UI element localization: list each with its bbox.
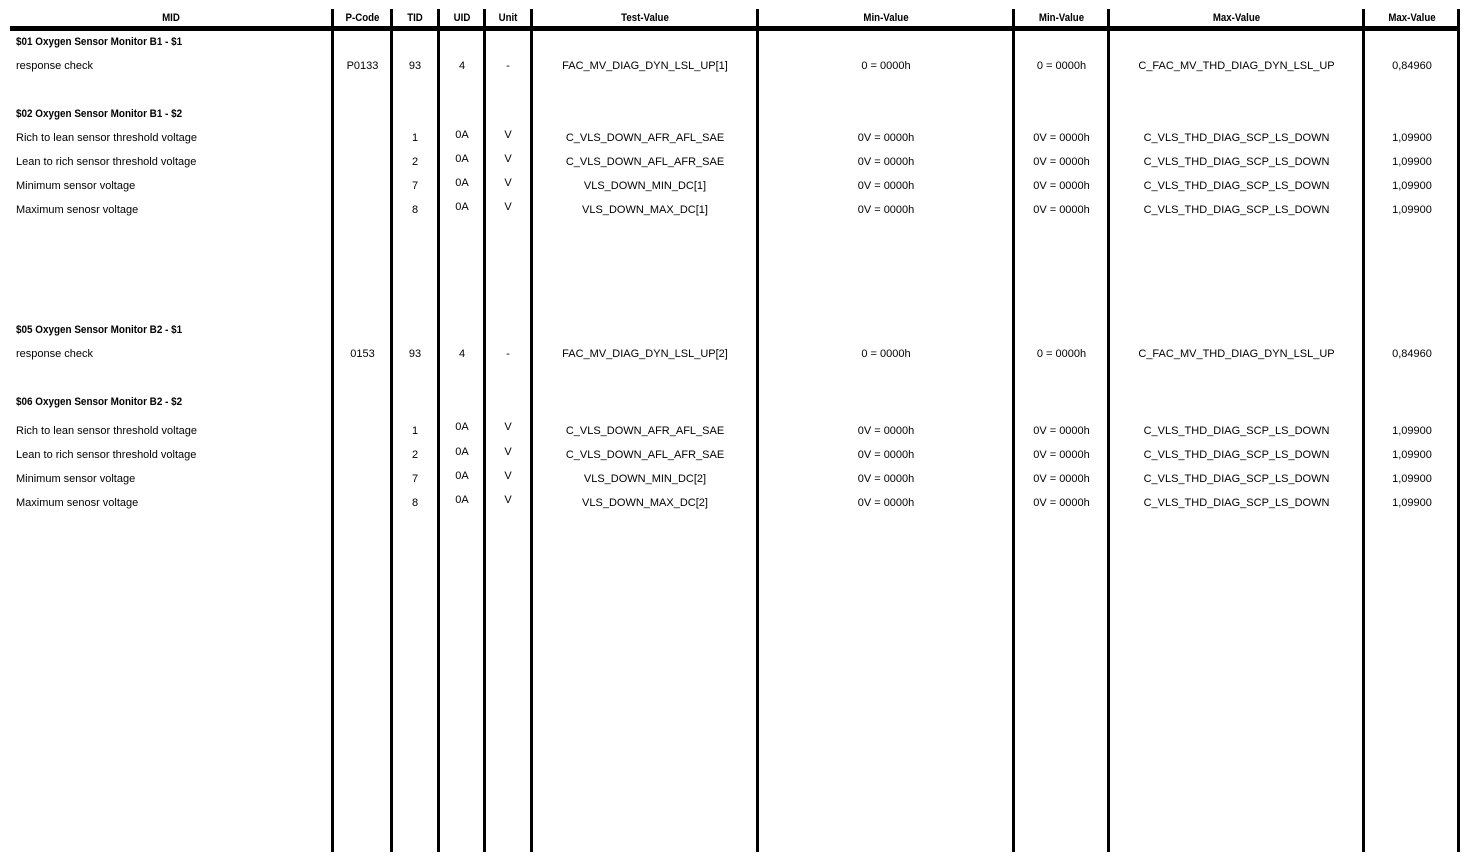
row-uid: 4: [458, 348, 466, 360]
row-unit: V: [504, 494, 512, 506]
column-divider: [437, 9, 440, 852]
row-label: Rich to lean sensor threshold voltage: [16, 132, 197, 144]
row-max-value-2: 1,09900: [1392, 132, 1432, 144]
row-min-value-2: 0V = 0000h: [1033, 180, 1090, 192]
column-divider: [756, 9, 759, 852]
row-test-value: VLS_DOWN_MIN_DC[2]: [583, 473, 707, 485]
row-min-value-1: 0V = 0000h: [857, 425, 915, 437]
row-label: Lean to rich sensor threshold voltage: [16, 156, 197, 168]
row-test-value: FAC_MV_DIAG_DYN_LSL_UP[1]: [562, 60, 728, 72]
row-unit: V: [504, 421, 512, 433]
row-max-value-1: C_VLS_THD_DIAG_SCP_LS_DOWN: [1143, 449, 1330, 461]
row-uid: 0A: [455, 494, 469, 506]
row-min-value-2: 0 = 0000h: [1036, 60, 1087, 72]
row-tid: 2: [411, 156, 419, 168]
header-unit: Unit: [498, 12, 518, 24]
row-label: response check: [16, 348, 94, 360]
column-divider: [390, 9, 393, 852]
column-divider: [1012, 9, 1015, 852]
row-min-value-2: 0V = 0000h: [1033, 204, 1090, 216]
row-tid: 8: [411, 497, 419, 509]
section-title: $05 Oxygen Sensor Monitor B2 - $1: [16, 324, 183, 336]
row-test-value: VLS_DOWN_MIN_DC[1]: [583, 180, 707, 192]
row-tid: 93: [408, 348, 422, 360]
row-label: Maximum senosr voltage: [16, 204, 139, 216]
row-max-value-1: C_VLS_THD_DIAG_SCP_LS_DOWN: [1143, 425, 1330, 437]
row-test-value: C_VLS_DOWN_AFL_AFR_SAE: [565, 156, 725, 168]
row-uid: 0A: [455, 201, 469, 213]
column-divider: [530, 9, 533, 852]
row-max-value-1: C_VLS_THD_DIAG_SCP_LS_DOWN: [1143, 132, 1330, 144]
column-divider: [1107, 9, 1110, 852]
column-divider: [1362, 9, 1365, 852]
row-tid: 8: [411, 204, 419, 216]
header-min-value-2: Min-Value: [1038, 12, 1085, 24]
row-unit: V: [504, 470, 512, 482]
row-test-value: C_VLS_DOWN_AFR_AFL_SAE: [565, 425, 725, 437]
section-title: $06 Oxygen Sensor Monitor B2 - $2: [16, 396, 183, 408]
row-min-value-2: 0V = 0000h: [1033, 497, 1090, 509]
row-min-value-1: 0V = 0000h: [857, 156, 915, 168]
section-title: $02 Oxygen Sensor Monitor B1 - $2: [16, 108, 183, 120]
row-tid: 1: [411, 132, 419, 144]
row-unit: -: [506, 348, 510, 360]
row-pcode: P0133: [346, 60, 379, 72]
header-divider: [10, 26, 1460, 31]
row-min-value-1: 0V = 0000h: [857, 204, 915, 216]
row-max-value-2: 1,09900: [1392, 204, 1432, 216]
row-label: Rich to lean sensor threshold voltage: [16, 425, 197, 437]
row-min-value-1: 0V = 0000h: [857, 132, 915, 144]
row-max-value-2: 1,09900: [1392, 473, 1432, 485]
row-uid: 0A: [455, 470, 469, 482]
header-tid: TID: [407, 12, 423, 24]
row-uid: 0A: [455, 129, 469, 141]
row-test-value: FAC_MV_DIAG_DYN_LSL_UP[2]: [562, 348, 728, 360]
row-unit: V: [504, 177, 512, 189]
row-min-value-1: 0V = 0000h: [857, 180, 915, 192]
row-tid: 7: [411, 180, 419, 192]
header-mid: MID: [162, 12, 180, 24]
row-test-value: VLS_DOWN_MAX_DC[1]: [582, 204, 708, 216]
row-min-value-2: 0V = 0000h: [1033, 156, 1090, 168]
row-max-value-2: 1,09900: [1392, 497, 1432, 509]
row-label: Minimum sensor voltage: [16, 473, 136, 485]
row-min-value-2: 0V = 0000h: [1033, 449, 1090, 461]
row-label: response check: [16, 60, 94, 72]
row-label: Lean to rich sensor threshold voltage: [16, 449, 197, 461]
row-test-value: C_VLS_DOWN_AFR_AFL_SAE: [565, 132, 725, 144]
row-unit: V: [504, 129, 512, 141]
header-test-value: Test-Value: [621, 12, 669, 24]
row-max-value-2: 1,09900: [1392, 449, 1432, 461]
section-title: $01 Oxygen Sensor Monitor B1 - $1: [16, 36, 183, 48]
row-min-value-2: 0V = 0000h: [1033, 425, 1090, 437]
row-unit: V: [504, 201, 512, 213]
row-unit: V: [504, 153, 512, 165]
row-uid: 0A: [455, 153, 469, 165]
column-divider: [331, 9, 334, 852]
row-max-value-1: C_FAC_MV_THD_DIAG_DYN_LSL_UP: [1138, 348, 1335, 360]
row-max-value-1: C_VLS_THD_DIAG_SCP_LS_DOWN: [1143, 204, 1330, 216]
row-tid: 93: [408, 60, 422, 72]
row-max-value-2: 1,09900: [1392, 425, 1432, 437]
row-uid: 0A: [455, 421, 469, 433]
row-max-value-1: C_VLS_THD_DIAG_SCP_LS_DOWN: [1143, 473, 1330, 485]
header-max-value-2: Max-Value: [1388, 12, 1436, 24]
row-tid: 1: [411, 425, 419, 437]
header-pcode: P-Code: [345, 12, 380, 24]
column-divider: [483, 9, 486, 852]
row-min-value-1: 0V = 0000h: [857, 473, 915, 485]
row-min-value-1: 0V = 0000h: [857, 449, 915, 461]
header-max-value-1: Max-Value: [1212, 12, 1261, 24]
header-uid: UID: [453, 12, 471, 24]
row-max-value-2: 0,84960: [1392, 348, 1432, 360]
row-max-value-2: 0,84960: [1392, 60, 1432, 72]
row-max-value-1: C_VLS_THD_DIAG_SCP_LS_DOWN: [1143, 497, 1330, 509]
row-label: Minimum sensor voltage: [16, 180, 136, 192]
row-uid: 0A: [455, 446, 469, 458]
row-min-value-1: 0V = 0000h: [857, 497, 915, 509]
row-tid: 7: [411, 473, 419, 485]
row-pcode: 0153: [350, 348, 375, 360]
row-min-value-2: 0 = 0000h: [1036, 348, 1087, 360]
row-unit: -: [506, 60, 510, 72]
row-min-value-2: 0V = 0000h: [1033, 132, 1090, 144]
row-max-value-1: C_VLS_THD_DIAG_SCP_LS_DOWN: [1143, 180, 1330, 192]
row-uid: 0A: [455, 177, 469, 189]
row-max-value-2: 1,09900: [1392, 180, 1432, 192]
row-label: Maximum senosr voltage: [16, 497, 139, 509]
row-max-value-1: C_FAC_MV_THD_DIAG_DYN_LSL_UP: [1138, 60, 1335, 72]
row-max-value-1: C_VLS_THD_DIAG_SCP_LS_DOWN: [1143, 156, 1330, 168]
row-unit: V: [504, 446, 512, 458]
header-min-value-1: Min-Value: [863, 12, 909, 24]
row-max-value-2: 1,09900: [1392, 156, 1432, 168]
row-test-value: C_VLS_DOWN_AFL_AFR_SAE: [565, 449, 725, 461]
row-min-value-2: 0V = 0000h: [1033, 473, 1090, 485]
row-test-value: VLS_DOWN_MAX_DC[2]: [582, 497, 708, 509]
row-tid: 2: [411, 449, 419, 461]
row-uid: 4: [458, 60, 466, 72]
row-min-value-1: 0 = 0000h: [861, 60, 911, 72]
row-min-value-1: 0 = 0000h: [861, 348, 911, 360]
